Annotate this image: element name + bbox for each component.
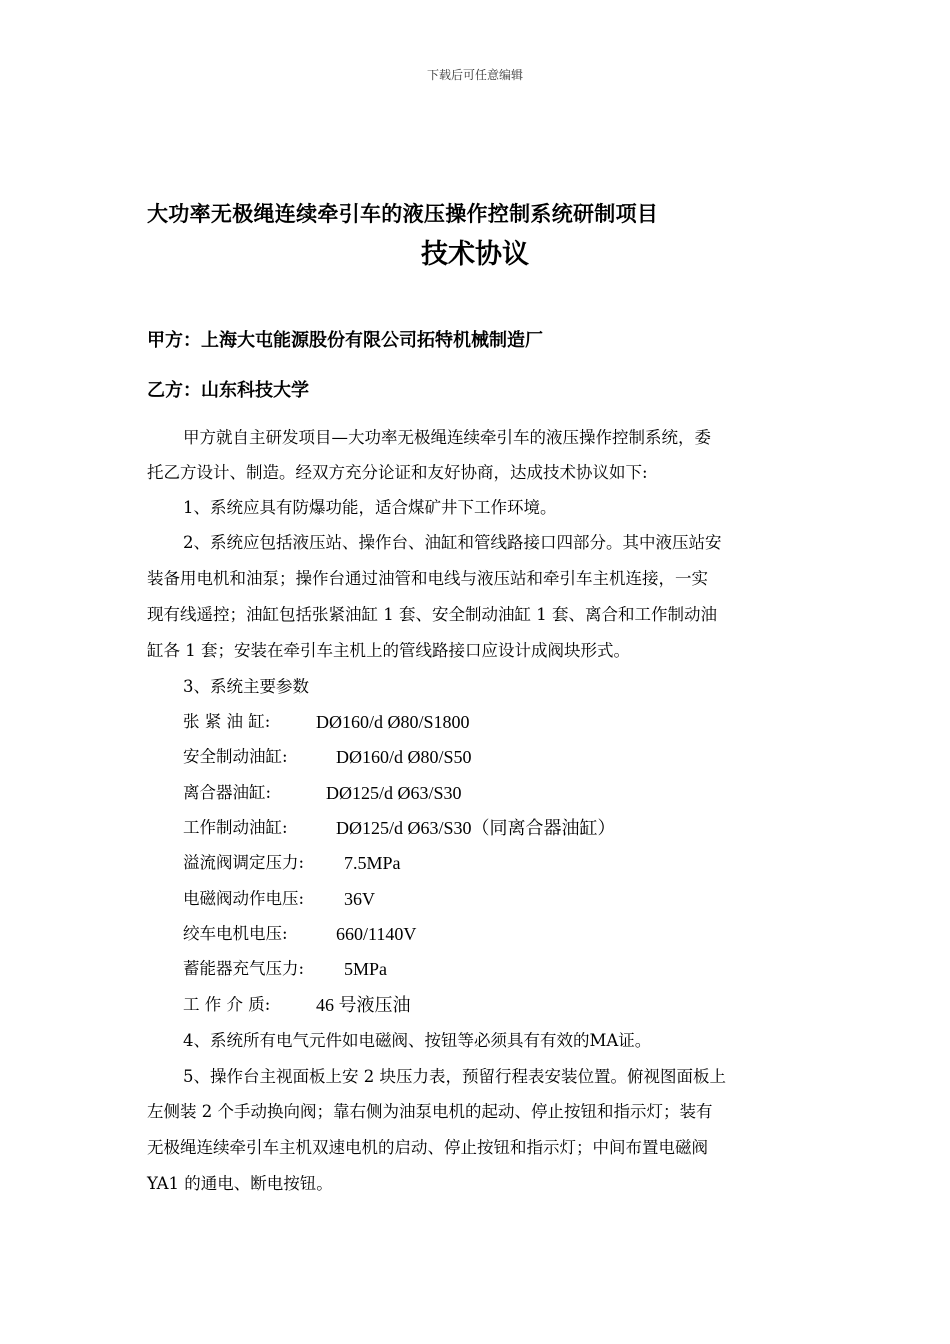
document-title: 大功率无极绳连续牵引车的液压操作控制系统研制项目 [147,202,659,226]
item-2-line-3: 现有线遥控；油缸包括张紧油缸 1 套、安全制动油缸 1 套、离合和工作制动油 [147,605,717,624]
param-value: 5MPa [344,959,388,979]
item-3: 3、系统主要参数 [183,677,309,696]
param-value: DØ160/d Ø80/S50 [336,747,472,767]
param-row [183,923,417,945]
param-row [183,817,616,839]
param-value: DØ160/d Ø80/S1800 [316,712,470,732]
param-value: 7.5MPa [344,853,401,873]
param-row [183,782,462,804]
item-5-line-3: 无极绳连续牵引车主机双速电机的启动、停止按钮和指示灯；中间布置电磁阀 [147,1138,708,1157]
param-label: 工作制动油缸: [183,818,288,837]
document-subtitle: 技术协议 [421,239,529,270]
header-note: 下载后可任意编辑 [426,68,523,82]
param-value: DØ125/d Ø63/S30 [326,783,462,803]
param-row [183,746,472,768]
param-label: 电磁阀动作电压: [183,889,305,908]
param-value: 46 号液压油 [316,995,411,1015]
item-4: 4、系统所有电气元件如电磁阀、按钮等必须具有有效的MA证。 [183,1031,652,1050]
item-2-line-2: 装备用电机和油泵；操作台通过油管和电线与液压站和牵引车主机连接，一实 [147,569,708,588]
param-row [183,994,411,1016]
param-value: DØ125/d Ø63/S30（同离合器油缸） [336,818,616,838]
item-5-line-1: 5、操作台主视面板上安 2 块压力表，预留行程表安装位置。俯视图面板上 [183,1067,726,1086]
intro-line-1: 甲方就自主研发项目—大功率无极绳连续牵引车的液压操作控制系统，委 [183,428,711,447]
param-row [183,958,388,980]
param-row [183,852,401,874]
item-1: 1、系统应具有防爆功能，适合煤矿井下工作环境。 [183,498,557,517]
party-b: 乙方：山东科技大学 [147,380,309,401]
param-label: 离合器油缸: [183,783,272,802]
intro-line-2: 托乙方设计、制造。经双方充分论证和友好协商，达成技术协议如下: [147,463,648,482]
param-label: 绞车电机电压: [183,924,288,943]
param-row [183,711,470,733]
param-label: 蓄能器充气压力: [183,959,305,978]
param-value: 660/1140V [336,924,417,944]
param-row [183,888,375,910]
item-2-line-4: 缸各 1 套；安装在牵引车主机上的管线路接口应设计成阀块形式。 [147,641,630,660]
item-2-line-1: 2、系统应包括液压站、操作台、油缸和管线路接口四部分。其中液压站安 [183,533,722,552]
param-label: 安全制动油缸: [183,747,288,766]
param-label: 工 作 介 质: [183,995,271,1014]
param-value: 36V [344,889,375,909]
item-5-line-4: YA1 的通电、断电按钮。 [147,1174,333,1193]
item-5-line-2: 左侧装 2 个手动换向阀；靠右侧为油泵电机的起动、停止按钮和指示灯；装有 [147,1102,713,1121]
party-a: 甲方：上海大屯能源股份有限公司拓特机械制造厂 [147,330,543,351]
param-label: 溢流阀调定压力: [183,853,305,872]
param-label: 张 紧 油 缸: [183,712,271,731]
